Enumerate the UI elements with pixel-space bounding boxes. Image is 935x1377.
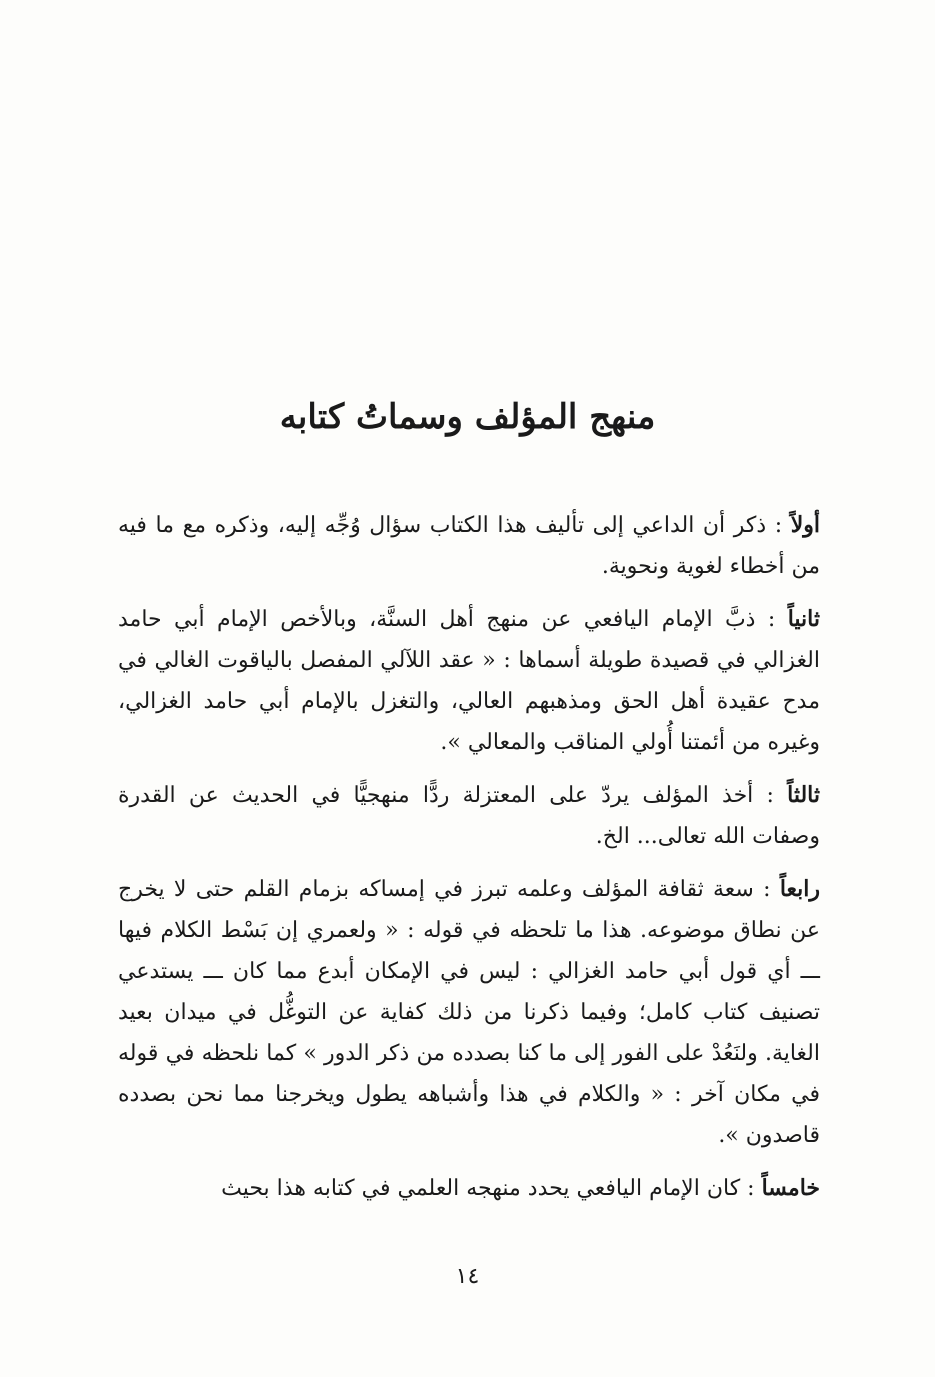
paragraph-text: : سعة ثقافة المؤلف وعلمه تبرز في إمساكه بزمام القلم حتى لا يخرج عن نطاق موضوعه. هذا ما تلحظه في قوله : « ولعمري إن بَسْط الكلام فيها ـــ أي قول أبي حامد الغزالي : ليس في الإمكان أبدع مما كان ـــ يستدعي تصنيف كتاب كامل؛ وفيما ذكرنا من ذلك كفاية عن التوغُّل في ميدان بعيد الغاية. ولنَعُدْ على الفور إلى ما كنا بصدده من ذكر الدور » كما نلحظه في قوله في مكان آخر : « والكلام في هذا وأشباهه يطول ويخرجنا مما نحن بصدده قاصدون ». xyxy=(118,877,820,1148)
paragraph-lead: ثانياً xyxy=(787,606,820,632)
paragraph-lead: ثالثاً xyxy=(787,782,820,808)
page-number: ١٤ xyxy=(455,1264,480,1289)
paragraph-lead: خامساً xyxy=(761,1175,820,1201)
body-text xyxy=(118,505,820,1221)
paragraph-text: : ذبَّ الإمام اليافعي عن منهج أهل السنَّة، وبالأخص الإمام أبي حامد الغزالي في قصيدة طويلة أسماها : « عقد اللآلي المفصل بالياقوت الغالي في مدح عقيدة أهل الحق ومذهبهم العالي، والتغزل بالإمام أبي حامد الغزالي، وغيره من أئمتنا أُولي المناقب والمعالي ». xyxy=(118,607,820,755)
paragraph-text: : كان الإمام اليافعي يحدد منهجه العلمي في كتابه هذا بحيث xyxy=(221,1176,762,1201)
paragraph-lead: رابعاً xyxy=(779,876,820,902)
paragraph-text: : أخذ المؤلف يردّ على المعتزلة ردًّا منهجيًّا في الحديث عن القدرة وصفات الله تعالى... الخ. xyxy=(118,783,820,849)
paragraph-fifth xyxy=(118,1168,820,1209)
paragraph-first xyxy=(118,505,820,587)
paragraph-text: : ذكر أن الداعي إلى تأليف هذا الكتاب سؤال وُجِّه إليه، وذكره مع ما فيه من أخطاء لغوية ونحوية. xyxy=(118,513,820,579)
page-title: منهج المؤلف وسماتُ كتابه xyxy=(279,397,656,437)
paragraph-third xyxy=(118,775,820,857)
paragraph-lead: أولاً xyxy=(790,512,820,538)
paragraph-second xyxy=(118,599,820,763)
paragraph-fourth xyxy=(118,869,820,1156)
